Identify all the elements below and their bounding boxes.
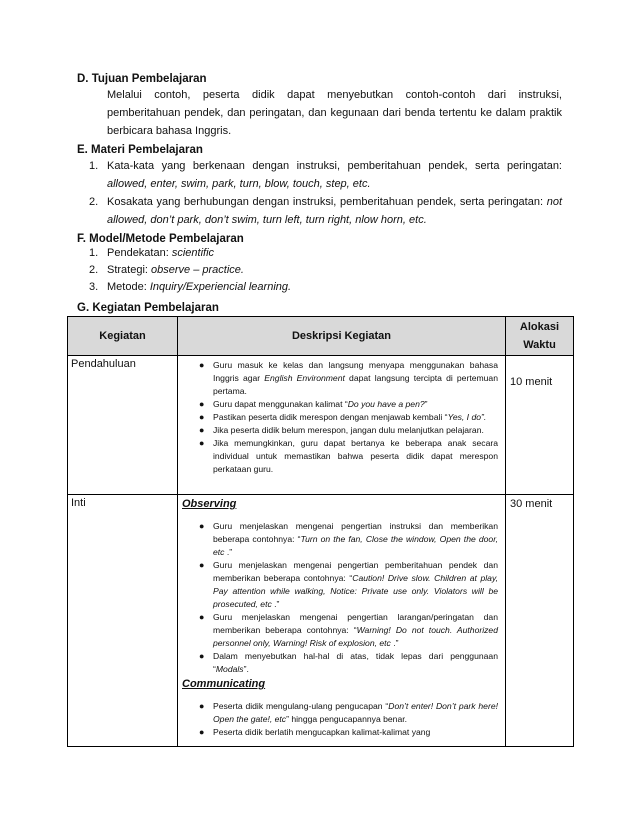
bullet-icon: ● — [199, 438, 205, 448]
observing-heading: Observing — [182, 498, 237, 510]
activities-table — [67, 316, 574, 747]
list-item — [179, 359, 504, 398]
item-emphasis: Yes, I do”. — [447, 412, 487, 422]
item-text: dapat langsung tercipta di pertemuan pertama. — [213, 373, 498, 396]
list-item-emphasis: allowed, enter, swim, park, turn, blow, touch, step, etc. — [107, 178, 371, 190]
list-item-text: Strategi: — [107, 264, 152, 276]
item-text: Guru menjelaskan mengenai pengertian instruksi dan memberikan beberapa contohnya: “ — [213, 521, 498, 544]
cell-deskripsi — [178, 356, 506, 495]
bullet-icon: ● — [199, 521, 205, 531]
section-d-text: Melalui contoh, peserta didik dapat menyebutkan contoh-contoh dari instruksi, pemberitahuan pendek, dan peringatan, dan kegunaan dari benda tertentu ke dalam praktik berbicara bahasa Inggris. — [107, 89, 562, 137]
item-text: Guru masuk ke kelas dan langsung menyapa menggunakan bahasa Inggris agar — [213, 360, 498, 383]
item-text: ”. — [243, 664, 249, 674]
item-text: .” — [224, 547, 233, 557]
list-item — [179, 411, 504, 424]
bullet-icon: ● — [199, 701, 205, 711]
item-emphasis: Turn on the fan, Close the window, Open the door, etc — [213, 534, 498, 557]
item-text: ” — [424, 399, 428, 409]
item-text: Dalam menyebutkan hal-hal di atas, tidak lepas dari penggunaan “ — [213, 651, 498, 674]
list-number: 2. — [89, 264, 99, 276]
list-item — [179, 611, 504, 650]
section-f-title: F. Model/Metode Pembelajaran — [77, 233, 244, 245]
header-deskripsi: Deskripsi Kegiatan — [178, 317, 506, 356]
list-item — [89, 245, 562, 262]
item-emphasis: Don’t enter! Don’t park here! Open the gate!, etc — [213, 701, 498, 724]
cell-kegiatan: Inti — [68, 495, 178, 747]
table-row — [68, 495, 574, 747]
list-item — [89, 262, 562, 279]
list-number: 2. — [89, 196, 99, 208]
item-text: Guru menjelaskan mengenai pengertian pemberitahuan pendek dan memberikan beberapa contohnya: “ — [213, 560, 498, 583]
list-item-text: Kosakata yang berhubungan dengan instruksi, pemberitahuan pendek, serta peringatan: — [107, 196, 547, 208]
list-item-text: Metode: — [107, 281, 150, 293]
section-f-list — [89, 245, 562, 296]
section-e-title: E. Materi Pembelajaran — [77, 144, 203, 156]
communicating-list — [179, 700, 504, 739]
list-item — [89, 193, 562, 229]
bullet-icon: ● — [199, 425, 205, 435]
list-item — [179, 520, 504, 559]
section-d-title: D. Tujuan Pembelajaran — [77, 73, 207, 85]
item-text: Jika peserta didik belum merespon, jangan dulu melanjutkan pelajaran. — [213, 425, 484, 435]
item-emphasis: Warning! Do not touch. Authorized personnel only, Warning! Risk of explosion, etc — [213, 625, 498, 648]
list-item — [179, 726, 504, 739]
item-text: ” hingga pengucapannya benar. — [286, 714, 408, 724]
item-text: .” — [271, 599, 280, 609]
header-alokasi: Alokasi Waktu — [506, 317, 574, 356]
list-item-emphasis: Inquiry/Experiencial learning. — [149, 281, 292, 293]
list-item-text: Pendekatan: — [107, 247, 172, 259]
item-text: .” — [390, 638, 399, 648]
list-number: 1. — [89, 160, 99, 172]
item-emphasis: Do you have a pen? — [347, 399, 425, 409]
list-item-emphasis: observe – practice. — [151, 264, 244, 276]
bullet-icon: ● — [199, 651, 205, 661]
header-kegiatan: Kegiatan — [68, 317, 178, 356]
item-text: Jika memungkinkan, guru dapat bertanya ke beberapa anak secara individual untuk memastikan bahwa peserta didik dapat merespon perkataan guru. — [213, 438, 498, 474]
list-number: 1. — [89, 247, 99, 259]
list-item-emphasis: scientific — [171, 247, 215, 259]
list-item — [179, 437, 504, 476]
item-text: Pastikan peserta didik merespon dengan menjawab kembali “ — [213, 412, 448, 422]
table-row — [68, 356, 574, 495]
list-item — [179, 398, 504, 411]
list-item — [179, 559, 504, 611]
list-item — [179, 700, 504, 726]
list-item — [89, 157, 562, 193]
cell-kegiatan: Pendahuluan — [68, 356, 178, 495]
cell-waktu: 30 menit — [506, 495, 574, 747]
section-e-list — [89, 157, 562, 229]
list-item — [89, 279, 562, 296]
section-g-title: G. Kegiatan Pembelajaran — [77, 302, 219, 314]
list-number: 3. — [89, 281, 99, 293]
list-item — [179, 650, 504, 676]
list-item-emphasis: not allowed, don’t park, don’t swim, turn left, turn right, nlow horn, etc. — [107, 196, 562, 226]
bullet-icon: ● — [199, 360, 205, 370]
item-text: Guru menjelaskan mengenai pengertian larangan/peringatan dan memberikan beberapa contohnya: “ — [213, 612, 498, 635]
bullet-icon: ● — [199, 560, 205, 570]
table-header-row — [68, 317, 574, 356]
cell-waktu: 10 menit — [506, 356, 574, 495]
item-emphasis: Caution! Drive slow. Children at play, Pay attention while walking, Notice: Private use only. Violators will be prosecuted, etc — [213, 573, 498, 609]
bullet-icon: ● — [199, 612, 205, 622]
list-item — [179, 424, 504, 437]
item-text: Peserta didik berlatih mengucapkan kalimat-kalimat yang — [213, 727, 431, 737]
communicating-heading: Communicating — [182, 678, 266, 690]
observing-list — [179, 520, 504, 676]
item-text: Guru dapat menggunakan kalimat “ — [213, 399, 348, 409]
item-text: Peserta didik mengulang-ulang pengucapan “ — [213, 701, 389, 711]
bullet-icon: ● — [199, 412, 205, 422]
item-emphasis: Modals — [215, 664, 244, 674]
bullet-list — [179, 359, 504, 476]
list-item-text: Kata-kata yang berkenaan dengan instruksi, pemberitahuan pendek, serta peringatan: — [107, 160, 562, 172]
item-emphasis: English Environment — [264, 373, 345, 383]
bullet-icon: ● — [199, 399, 205, 409]
bullet-icon: ● — [199, 727, 205, 737]
cell-deskripsi — [178, 495, 506, 747]
